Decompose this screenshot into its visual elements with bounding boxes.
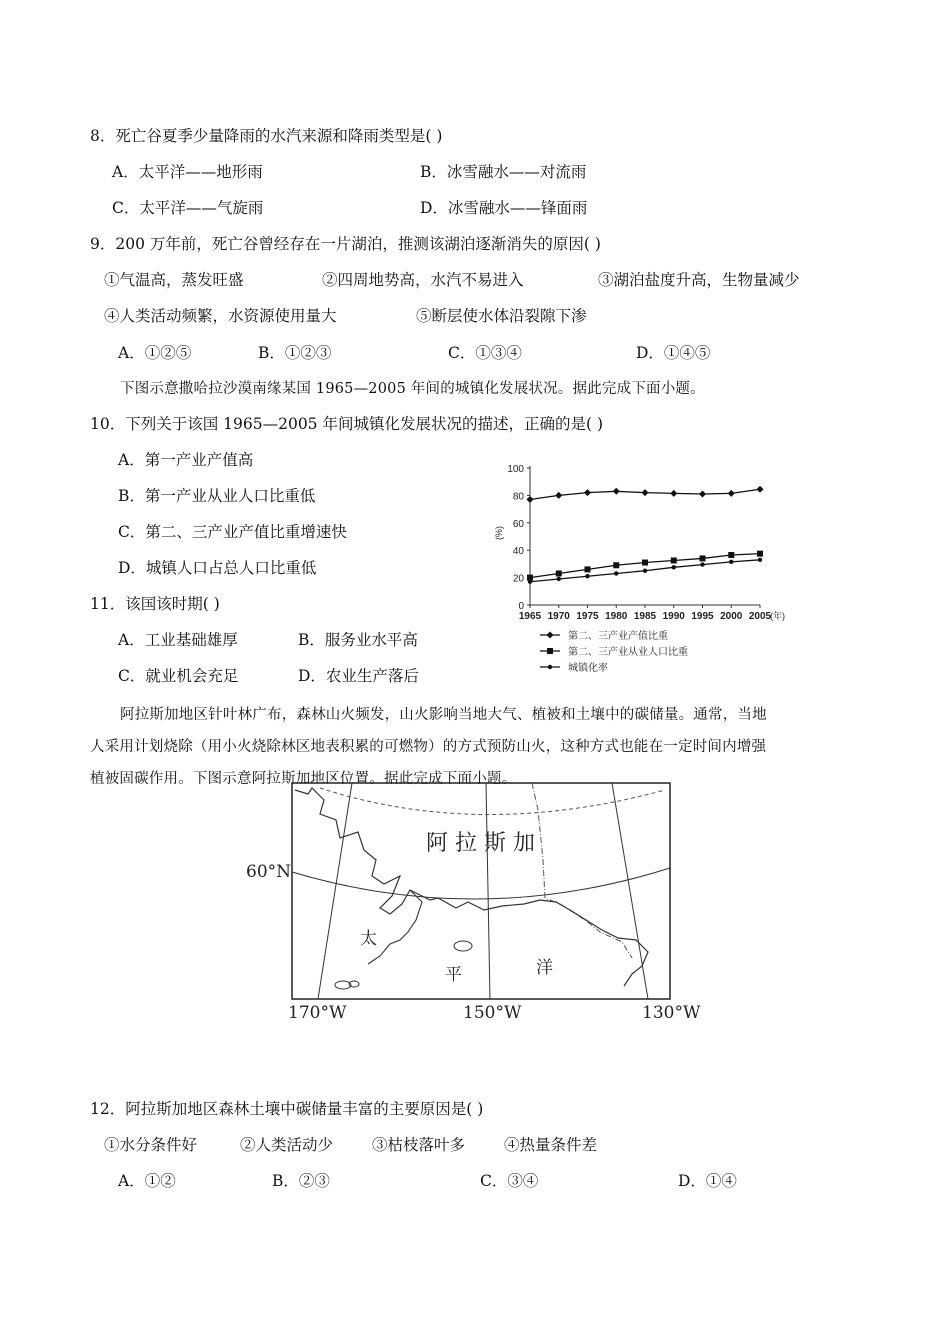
legend-marker-2 — [547, 648, 553, 654]
series-2-point — [585, 566, 591, 572]
series-1-point — [699, 491, 706, 498]
q8-stem: 8．死亡谷夏季少量降雨的水汽来源和降雨类型是( ) — [90, 127, 443, 145]
intro-alaska-line2: 人采用计划烧除（用小火烧除林区地表积累的可燃物）的方式预防山火，这种方式也能在一定时间内增强 — [90, 739, 767, 755]
series-1-point — [757, 486, 764, 493]
legend-marker-1 — [547, 632, 554, 639]
q10-option-c[interactable]: C．第二、三产业产值比重增速快 — [118, 523, 347, 541]
series-1-point — [670, 490, 677, 497]
lon-label-130w: 130°W — [642, 1003, 701, 1023]
x-tick-label: 1990 — [662, 611, 685, 622]
series-3-point — [614, 571, 618, 575]
x-tick-label: 1995 — [691, 611, 714, 622]
series-1-point — [584, 489, 591, 496]
series-3-point — [528, 580, 532, 584]
y-tick-label: 20 — [512, 573, 524, 585]
y-tick-label: 80 — [512, 491, 524, 503]
q9-option-a[interactable]: A．①②⑤ — [118, 344, 192, 362]
x-tick-label: 1970 — [547, 611, 570, 622]
q12-option-d[interactable]: D．①④ — [678, 1172, 737, 1190]
x-tick-label: 1975 — [576, 611, 599, 622]
q10-option-b[interactable]: B．第一产业从业人口比重低 — [118, 487, 316, 505]
q12-item-4: ④热量条件差 — [504, 1136, 598, 1154]
ocean-label-1: 太 — [360, 929, 377, 949]
series-3-point — [672, 565, 676, 569]
q8-option-b[interactable]: B．冰雪融水——对流雨 — [420, 163, 587, 181]
series-3-point — [758, 558, 762, 562]
q9-item-2: ②四周地势高，水汽不易进入 — [322, 271, 524, 289]
q12-item-3: ③枯枝落叶多 — [372, 1136, 466, 1154]
q9-option-b[interactable]: B．①②③ — [258, 344, 332, 362]
ocean-label-3: 洋 — [536, 958, 553, 978]
border-line — [532, 783, 632, 958]
intro-urbanization: 下图示意撒哈拉沙漠南缘某国 1965—2005 年间的城镇化发展状况。据此完成下面小题。 — [120, 381, 705, 397]
q8-option-a[interactable]: A．太平洋——地形雨 — [112, 163, 263, 181]
series-1-point — [728, 490, 735, 497]
q11-option-b[interactable]: B．服务业水平高 — [298, 631, 418, 649]
meridian-130w — [612, 783, 648, 999]
y-tick-label: 100 — [507, 464, 524, 475]
island-1 — [454, 941, 472, 951]
y-tick-label: 40 — [512, 546, 524, 558]
parallel-60n — [292, 868, 670, 899]
series-2-point — [757, 551, 763, 557]
q8-option-d[interactable]: D．冰雪融水——锋面雨 — [420, 199, 588, 217]
peninsula — [368, 890, 422, 964]
q8-option-c[interactable]: C．太平洋——气旋雨 — [112, 199, 264, 217]
q11-option-c[interactable]: C．就业机会充足 — [118, 667, 239, 685]
urbanization-chart — [490, 458, 810, 678]
q9-stem: 9．200 万年前，死亡谷曾经存在一片湖泊，推测该湖泊逐渐消失的原因( ) — [90, 235, 601, 253]
series-2-point — [556, 570, 562, 576]
q11-stem: 11．该国该时期( ) — [90, 595, 220, 613]
series-3-point — [557, 577, 561, 581]
y-axis-label: (%) — [494, 526, 504, 540]
series-2-point — [728, 552, 734, 558]
series-2-point — [642, 560, 648, 566]
series-3-point — [643, 569, 647, 573]
intro-alaska-line3: 植被固碳作用。下图示意阿拉斯加地区位置。据此完成下面小题。 — [90, 771, 517, 787]
lon-label-170w: 170°W — [288, 1003, 347, 1023]
x-tick-label: 2000 — [720, 611, 743, 622]
intro-alaska-line1: 阿拉斯加地区针叶林广布，森林山火频发，山火影响当地大气、植被和土壤中的碳储量。通常，当地 — [120, 707, 767, 723]
legend-label-2: 第二、三产业从业人口比重 — [568, 647, 688, 658]
y-tick-label: 60 — [512, 518, 524, 530]
q10-stem: 10．下列关于该国 1965—2005 年间城镇化发展状况的描述，正确的是( ) — [90, 415, 603, 433]
q12-option-b[interactable]: B．②③ — [272, 1172, 330, 1190]
q10-option-d[interactable]: D．城镇人口占总人口比重低 — [118, 559, 317, 577]
series-1-point — [642, 489, 649, 496]
y-tick-label: 0 — [518, 601, 524, 612]
lat-label-60n: 60°N — [246, 862, 292, 882]
series-3-point — [729, 560, 733, 564]
q12-stem: 12．阿拉斯加地区森林土壤中碳储量丰富的主要原因是( ) — [90, 1100, 484, 1118]
q9-item-5: ⑤断层使水体沿裂隙下渗 — [416, 307, 587, 325]
q9-item-3: ③湖泊盐度升高，生物量减少 — [598, 271, 800, 289]
q12-option-c[interactable]: C．③④ — [480, 1172, 539, 1190]
q9-option-d[interactable]: D．①④⑤ — [636, 344, 711, 362]
x-tick-label: 1965 — [518, 611, 542, 622]
legend-label-1: 第二、三产业产值比重 — [568, 631, 668, 642]
series-2-point — [671, 557, 677, 563]
x-axis-label: (年) — [770, 611, 785, 621]
q11-option-d[interactable]: D．农业生产落后 — [298, 667, 419, 685]
q9-item-1: ①气温高，蒸发旺盛 — [104, 271, 244, 289]
meridian-150w — [486, 783, 490, 999]
q12-item-1: ①水分条件好 — [104, 1136, 198, 1154]
q9-option-c[interactable]: C．①③④ — [448, 344, 522, 362]
q10-option-a[interactable]: A．第一产业产值高 — [118, 451, 254, 469]
series-3-point — [585, 574, 589, 578]
series-2-point — [700, 555, 706, 561]
legend-label-3: 城镇化率 — [568, 663, 608, 674]
legend-marker-3 — [548, 665, 552, 669]
series-1-point — [555, 492, 562, 499]
x-tick-label: 1980 — [605, 611, 628, 622]
x-tick-label: 1985 — [633, 611, 657, 622]
ocean-label-2: 平 — [445, 965, 462, 985]
region-label: 阿 拉 斯 加 — [426, 831, 535, 856]
series-2-point — [613, 562, 619, 568]
island-2 — [335, 981, 351, 989]
q9-item-4: ④人类活动频繁，水资源使用量大 — [104, 307, 337, 325]
series-line-2 — [530, 554, 760, 578]
series-1-point — [527, 496, 534, 503]
series-3-point — [700, 562, 704, 566]
x-tick-label: 2005 — [748, 611, 772, 622]
q12-option-a[interactable]: A．①② — [118, 1172, 176, 1190]
map-frame — [292, 783, 670, 999]
q12-item-2: ②人类活动少 — [240, 1136, 334, 1154]
lon-label-150w: 150°W — [463, 1003, 522, 1023]
series-1-point — [613, 488, 620, 495]
alaska-map — [240, 780, 710, 1030]
q11-option-a[interactable]: A．工业基础雄厚 — [118, 631, 238, 649]
